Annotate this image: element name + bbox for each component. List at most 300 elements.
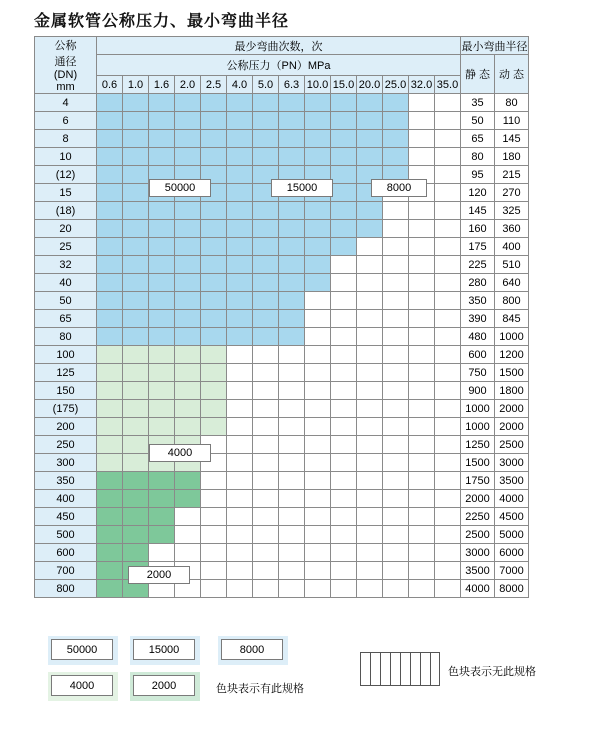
pressure-col-header: 32.0 [409, 76, 435, 94]
pn-cell [279, 526, 305, 544]
table-row [35, 490, 529, 508]
table-row [35, 256, 529, 274]
pn-cell [409, 364, 435, 382]
pn-cell [253, 328, 279, 346]
pn-cell [97, 562, 123, 580]
pn-cell [175, 112, 201, 130]
pn-cell [253, 382, 279, 400]
pn-cell [305, 202, 331, 220]
pn-cell [227, 472, 253, 490]
pn-cell [435, 400, 461, 418]
static-radius-value: 1750 [461, 472, 495, 490]
pn-cell [435, 184, 461, 202]
pn-cell [175, 238, 201, 256]
pn-cell [279, 346, 305, 364]
pn-cell [409, 292, 435, 310]
pn-cell [357, 274, 383, 292]
pn-cell [201, 310, 227, 328]
pn-cell [97, 130, 123, 148]
pn-cell [305, 220, 331, 238]
pn-cell [175, 418, 201, 436]
pn-cell [305, 310, 331, 328]
pn-cell [123, 94, 149, 112]
header-row-3 [35, 76, 529, 94]
pn-cell [227, 346, 253, 364]
dn-value: 8 [35, 130, 97, 148]
pn-cell [123, 436, 149, 454]
pn-cell [201, 382, 227, 400]
pn-cell [227, 454, 253, 472]
pn-cell [253, 364, 279, 382]
pn-cell [149, 526, 175, 544]
static-radius-value: 160 [461, 220, 495, 238]
pn-cell [409, 400, 435, 418]
pn-cell [383, 328, 409, 346]
dynamic-radius-value: 4000 [495, 490, 529, 508]
pn-cell [149, 148, 175, 166]
dynamic-radius-value: 1500 [495, 364, 529, 382]
dynamic-radius-value: 325 [495, 202, 529, 220]
pn-cell [279, 472, 305, 490]
pn-cell [175, 382, 201, 400]
pn-cell [409, 238, 435, 256]
pn-cell [201, 562, 227, 580]
pn-cell [123, 166, 149, 184]
pn-cell [149, 472, 175, 490]
pn-cell [227, 382, 253, 400]
dn-header-line1: 公称 [54, 40, 77, 52]
pressure-col-header: 1.6 [149, 76, 175, 94]
legend-swatch-label: 2000 [133, 675, 195, 696]
pn-cell [253, 202, 279, 220]
pn-cell [227, 184, 253, 202]
pn-cell [383, 508, 409, 526]
pn-cell [97, 238, 123, 256]
pn-cell [97, 256, 123, 274]
pn-cell [123, 256, 149, 274]
pn-cell [253, 562, 279, 580]
pn-cell [357, 364, 383, 382]
pn-cell [279, 364, 305, 382]
pn-cell [435, 166, 461, 184]
pn-cell [201, 220, 227, 238]
pn-cell [331, 382, 357, 400]
pn-cell [383, 364, 409, 382]
table-row [35, 94, 529, 112]
static-radius-value: 350 [461, 292, 495, 310]
pn-cell [435, 346, 461, 364]
pn-cell [357, 382, 383, 400]
dynamic-radius-value: 640 [495, 274, 529, 292]
table-row [35, 400, 529, 418]
dynamic-radius-value: 360 [495, 220, 529, 238]
pn-cell [201, 148, 227, 166]
pn-cell [305, 94, 331, 112]
pn-cell [175, 130, 201, 148]
table-row [35, 328, 529, 346]
pn-cell [227, 166, 253, 184]
pn-cell [357, 238, 383, 256]
pn-cell [305, 526, 331, 544]
dynamic-radius-value: 270 [495, 184, 529, 202]
pn-cell [149, 292, 175, 310]
pn-cell [383, 292, 409, 310]
legend-swatch [48, 672, 118, 701]
pn-cell [123, 328, 149, 346]
pn-cell [201, 472, 227, 490]
pn-cell [201, 418, 227, 436]
pn-cell [357, 418, 383, 436]
table-row [35, 364, 529, 382]
header-row-2 [35, 55, 529, 76]
pn-cell [383, 112, 409, 130]
pn-cell [305, 364, 331, 382]
pn-cell [305, 346, 331, 364]
dn-value: 50 [35, 292, 97, 310]
pn-cell [435, 544, 461, 562]
pn-cell [97, 328, 123, 346]
pn-cell [435, 256, 461, 274]
pn-cell [97, 490, 123, 508]
header-row-1 [35, 37, 529, 55]
pn-cell [149, 508, 175, 526]
pn-cell [227, 562, 253, 580]
pn-cell [357, 544, 383, 562]
pn-cell [383, 94, 409, 112]
pn-cell [123, 310, 149, 328]
pn-cell [97, 202, 123, 220]
pn-cell [357, 346, 383, 364]
pn-cell [331, 130, 357, 148]
pn-cell [123, 184, 149, 202]
pn-cell [123, 130, 149, 148]
pn-cell [383, 454, 409, 472]
pn-cell [279, 310, 305, 328]
pn-cell [175, 202, 201, 220]
dn-value: 40 [35, 274, 97, 292]
pn-cell [253, 400, 279, 418]
pn-cell [97, 166, 123, 184]
pn-cell [123, 508, 149, 526]
pn-cell [383, 274, 409, 292]
pn-cell [305, 292, 331, 310]
dn-header-cell [35, 37, 97, 94]
pn-cell [279, 274, 305, 292]
pn-cell [357, 310, 383, 328]
pn-cell [175, 364, 201, 382]
static-radius-value: 95 [461, 166, 495, 184]
pn-cell [253, 454, 279, 472]
pn-cell [331, 328, 357, 346]
pn-cell [331, 400, 357, 418]
pn-cell [331, 508, 357, 526]
page-title: 金属软管公称压力、最小弯曲半径 [34, 13, 290, 30]
pn-cell [227, 130, 253, 148]
static-header: 静 态 [461, 55, 495, 94]
table-row [35, 346, 529, 364]
pn-cell [201, 130, 227, 148]
pn-cell [357, 400, 383, 418]
pn-cell [175, 256, 201, 274]
dynamic-radius-value: 2000 [495, 418, 529, 436]
cell-value-label: 8000 [371, 179, 427, 197]
table-row [35, 418, 529, 436]
pn-cell [97, 94, 123, 112]
dynamic-radius-value: 1800 [495, 382, 529, 400]
cell-value-label: 2000 [128, 566, 190, 584]
pn-cell [305, 328, 331, 346]
dynamic-radius-value: 7000 [495, 562, 529, 580]
pn-cell [253, 490, 279, 508]
pn-cell [175, 400, 201, 418]
dynamic-radius-value: 1200 [495, 346, 529, 364]
pn-cell [201, 274, 227, 292]
pn-cell [97, 580, 123, 598]
pn-cell [435, 508, 461, 526]
pn-cell [331, 490, 357, 508]
pn-cell [409, 346, 435, 364]
pn-cell [175, 274, 201, 292]
pn-cell [331, 148, 357, 166]
pn-cell [201, 292, 227, 310]
table-row [35, 580, 529, 598]
pn-cell [149, 382, 175, 400]
spec-table [34, 36, 529, 598]
dn-value: 32 [35, 256, 97, 274]
pn-cell [331, 238, 357, 256]
pn-cell [97, 184, 123, 202]
static-radius-value: 3000 [461, 544, 495, 562]
pn-cell [383, 346, 409, 364]
dynamic-radius-value: 145 [495, 130, 529, 148]
pn-cell [253, 544, 279, 562]
pn-cell [97, 220, 123, 238]
pn-cell [409, 220, 435, 238]
dynamic-radius-value: 3500 [495, 472, 529, 490]
pn-cell [357, 490, 383, 508]
pn-cell [383, 544, 409, 562]
pn-cell [357, 94, 383, 112]
pn-cell [435, 220, 461, 238]
pn-cell [227, 94, 253, 112]
pn-cell [123, 220, 149, 238]
pn-cell [175, 310, 201, 328]
pn-cell [97, 310, 123, 328]
cell-value-label: 50000 [149, 179, 211, 197]
pn-cell [305, 130, 331, 148]
dn-value: 80 [35, 328, 97, 346]
pn-cell [149, 310, 175, 328]
dn-value: 700 [35, 562, 97, 580]
pn-cell [227, 310, 253, 328]
pn-cell [227, 220, 253, 238]
pn-cell [435, 112, 461, 130]
pn-cell [253, 526, 279, 544]
pn-cell [331, 562, 357, 580]
pn-cell [123, 364, 149, 382]
pn-cell [97, 382, 123, 400]
pn-cell [331, 418, 357, 436]
pn-cell [383, 418, 409, 436]
pn-cell [383, 220, 409, 238]
pn-cell [149, 418, 175, 436]
pn-cell [409, 580, 435, 598]
dn-value: 250 [35, 436, 97, 454]
pn-cell [305, 418, 331, 436]
table-row [35, 238, 529, 256]
pn-cell [253, 130, 279, 148]
pn-cell [409, 562, 435, 580]
dn-value: 4 [35, 94, 97, 112]
pn-cell [175, 292, 201, 310]
pn-cell [201, 328, 227, 346]
pn-cell [409, 472, 435, 490]
pressure-col-header: 0.6 [97, 76, 123, 94]
pn-cell [279, 562, 305, 580]
pn-cell [331, 580, 357, 598]
table-row [35, 220, 529, 238]
pn-cell [253, 418, 279, 436]
dn-value: 6 [35, 112, 97, 130]
pn-cell [201, 580, 227, 598]
pn-cell [175, 148, 201, 166]
pn-cell [409, 490, 435, 508]
pn-cell [123, 544, 149, 562]
static-radius-value: 2250 [461, 508, 495, 526]
legend-note-color: 色块表示有此规格 [216, 683, 304, 695]
pn-cell [201, 508, 227, 526]
pn-cell [357, 202, 383, 220]
pn-cell [253, 112, 279, 130]
dynamic-radius-value: 215 [495, 166, 529, 184]
pn-cell [331, 454, 357, 472]
pressure-col-header: 2.5 [201, 76, 227, 94]
pn-cell [123, 274, 149, 292]
dn-header-line3: (DN) [53, 69, 78, 81]
pn-cell [227, 274, 253, 292]
pn-cell [357, 454, 383, 472]
pn-cell [409, 274, 435, 292]
pn-cell [305, 238, 331, 256]
pn-cell [123, 472, 149, 490]
pn-cell [149, 346, 175, 364]
table-row [35, 526, 529, 544]
pn-cell [123, 292, 149, 310]
pn-cell [357, 220, 383, 238]
pressure-col-header: 1.0 [123, 76, 149, 94]
dn-value: 300 [35, 454, 97, 472]
pn-cell [383, 490, 409, 508]
pn-cell [331, 256, 357, 274]
pn-cell [175, 526, 201, 544]
pn-cell [383, 238, 409, 256]
pn-cell [435, 454, 461, 472]
pn-cell [331, 544, 357, 562]
pn-cell [227, 256, 253, 274]
dn-value: 150 [35, 382, 97, 400]
pn-cell [435, 328, 461, 346]
table-row [35, 544, 529, 562]
pn-cell [435, 292, 461, 310]
pn-cell [201, 346, 227, 364]
pn-cell [305, 436, 331, 454]
dn-value: 450 [35, 508, 97, 526]
legend-swatch-label: 15000 [133, 639, 195, 660]
pn-cell [227, 400, 253, 418]
pn-cell [279, 580, 305, 598]
pn-cell [357, 472, 383, 490]
pn-cell [409, 94, 435, 112]
pn-cell [149, 328, 175, 346]
pressure-col-header: 2.0 [175, 76, 201, 94]
pn-cell [227, 202, 253, 220]
static-radius-value: 900 [461, 382, 495, 400]
pressure-col-header: 20.0 [357, 76, 383, 94]
pressure-col-header: 25.0 [383, 76, 409, 94]
static-radius-value: 80 [461, 148, 495, 166]
table-row [35, 382, 529, 400]
pn-cell [331, 310, 357, 328]
pn-cell [435, 580, 461, 598]
pn-cell [357, 148, 383, 166]
pn-cell [305, 148, 331, 166]
pn-cell [149, 256, 175, 274]
pn-cell [357, 562, 383, 580]
pn-cell [331, 292, 357, 310]
pn-cell [331, 112, 357, 130]
static-radius-value: 50 [461, 112, 495, 130]
pn-cell [227, 364, 253, 382]
pn-cell [383, 436, 409, 454]
pn-cell [383, 382, 409, 400]
pn-cell [97, 292, 123, 310]
pn-cell [253, 472, 279, 490]
dynamic-radius-value: 6000 [495, 544, 529, 562]
dn-value: 125 [35, 364, 97, 382]
pn-cell [383, 148, 409, 166]
pn-cell [357, 130, 383, 148]
static-radius-value: 35 [461, 94, 495, 112]
pn-cell [149, 490, 175, 508]
pn-cell [305, 544, 331, 562]
pn-cell [305, 274, 331, 292]
pn-cell [97, 112, 123, 130]
pn-cell [227, 436, 253, 454]
pn-cell [383, 562, 409, 580]
pn-cell [435, 274, 461, 292]
pn-cell [227, 418, 253, 436]
pn-cell [175, 346, 201, 364]
pn-cell [409, 526, 435, 544]
pn-cell [227, 148, 253, 166]
pn-cell [357, 328, 383, 346]
static-radius-value: 750 [461, 364, 495, 382]
dynamic-radius-value: 5000 [495, 526, 529, 544]
pn-cell [435, 382, 461, 400]
dn-value: 500 [35, 526, 97, 544]
legend-stripe-swatch [360, 652, 440, 686]
pn-cell [227, 112, 253, 130]
pn-cell [253, 580, 279, 598]
legend-swatch [48, 636, 118, 665]
pn-cell [279, 148, 305, 166]
pn-cell [383, 202, 409, 220]
pn-cell [123, 400, 149, 418]
pn-cell [149, 112, 175, 130]
dynamic-radius-value: 510 [495, 256, 529, 274]
pn-cell [279, 400, 305, 418]
pn-cell [123, 148, 149, 166]
